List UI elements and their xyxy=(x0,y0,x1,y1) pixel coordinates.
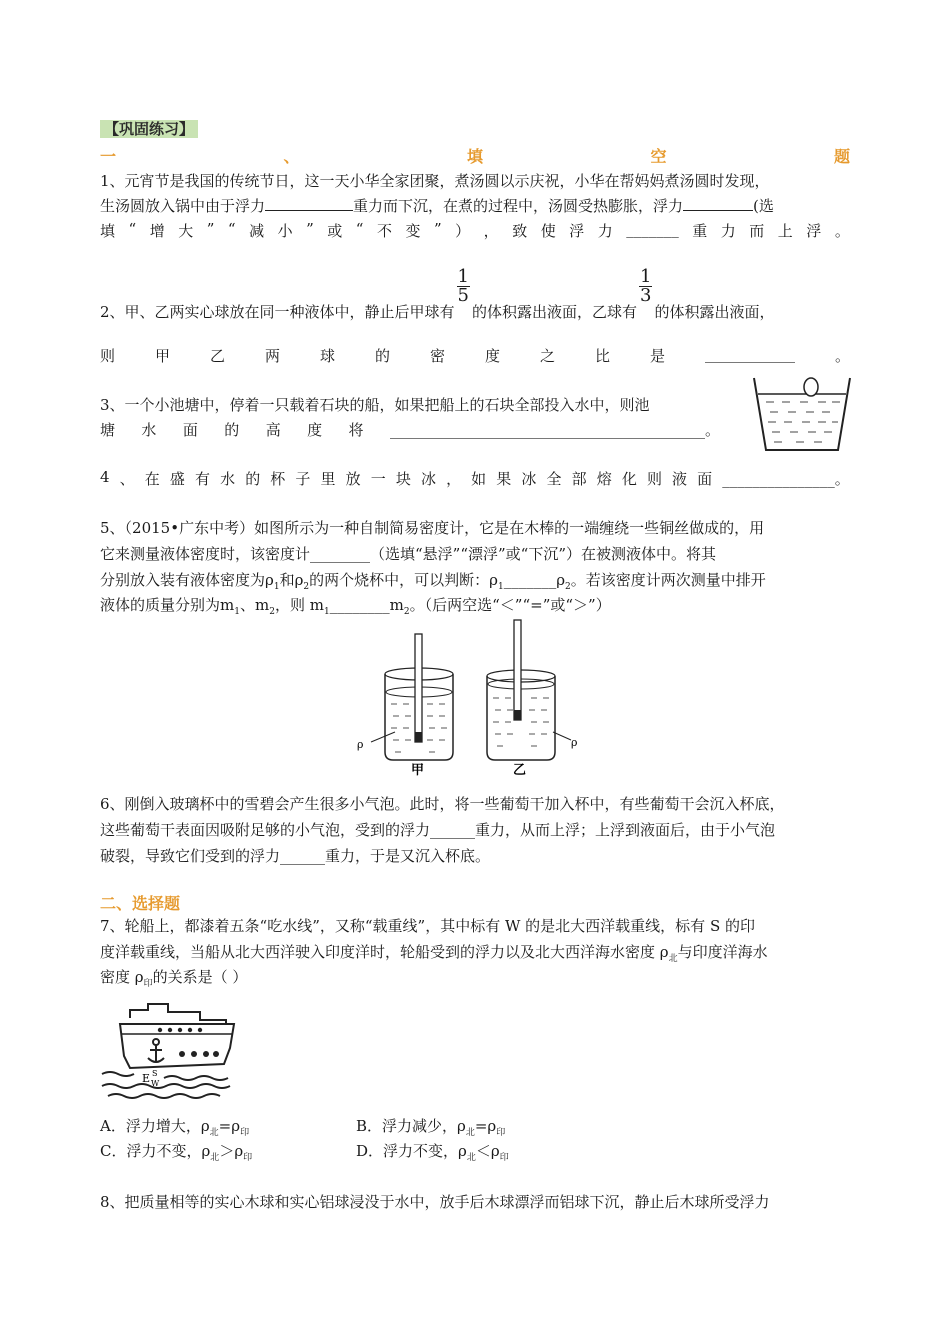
q2-line2-char: 的 xyxy=(375,347,391,365)
q4-char: 有 xyxy=(194,470,210,488)
q2-line2-char: 比 xyxy=(595,347,611,365)
q2-line2-char: ____________ xyxy=(705,345,795,363)
option-d[interactable]: D．浮力不变，$\rho_北<\rho_印$ xyxy=(356,1142,509,1163)
q7-line1: 7、轮船上，都漆着五条“吃水线”，又称“载重线”，其中标有 W 的是北大西洋载重线，标有 S 的印 xyxy=(100,917,755,935)
q5-line2: 它来测量液体密度时，该密度计________（选填“悬浮”“漂浮”或“下沉”）在被测液体中。将其 xyxy=(100,545,717,563)
q3-line2-char: 将 xyxy=(348,421,364,439)
label-jia: 甲 xyxy=(411,763,425,778)
q2-line1: 2、甲、乙两实心球放在同一种液体中，静止后甲球有 $\frac{1}{5}$ 的体积露出液面，乙球有 $\frac{1}{3}$ 的体积露出液面， xyxy=(100,266,775,321)
q6-line2: 这些葡萄干表面因吸附足够的小气泡，受到的浮力______重力，从而上浮；上浮到液面后，由于小气泡 xyxy=(100,821,776,839)
ship-mark-e: E xyxy=(142,1072,151,1085)
q3-line2-char: 塘 xyxy=(100,421,116,439)
q1-line3-char: 力 xyxy=(597,222,613,240)
q2-line2-char: 球 xyxy=(320,347,336,365)
section1-char: 填 xyxy=(466,147,483,166)
q3-line2 xyxy=(100,419,720,440)
practice-heading: 【巩固练习】 xyxy=(100,118,198,139)
q6-line1: 6、刚倒入玻璃杯中的雪碧会产生很多小气泡。此时，将一些葡萄干加入杯中，有些葡萄干会沉入杯底， xyxy=(100,795,785,813)
q4-char: 则 xyxy=(646,470,662,488)
q4-char: 4 xyxy=(100,468,110,486)
q4-char: 面 xyxy=(697,470,713,488)
q1-line3-char: ” xyxy=(306,220,314,238)
q1-line3-char: 力 xyxy=(720,222,736,240)
q1-blank2[interactable] xyxy=(683,196,753,211)
q6-line3: 破裂，导致它们受到的浮力______重力，于是又沉入杯底。 xyxy=(100,847,491,865)
label-yi: 乙 xyxy=(513,763,527,778)
q1-line3-char: 或 xyxy=(327,222,343,240)
q3-line2-char: 的 xyxy=(224,421,240,439)
q2-line2-char: 度 xyxy=(485,347,501,365)
section1-char: 、 xyxy=(283,147,300,166)
q1-line3-char: 填 xyxy=(100,222,116,240)
section1-char: 空 xyxy=(650,147,667,166)
q7-line3: 密度 $\rho_印$的关系是（ ） xyxy=(100,968,248,989)
q1-line3-char: 而 xyxy=(749,222,765,240)
q3-line2-char: 度 xyxy=(307,421,323,439)
q1-line3-char: “ xyxy=(128,220,137,238)
q1-line2: 生汤圆放入锅中由于浮力 重力而下沉，在煮的过程中，汤圆受热膨胀，浮力 (选 xyxy=(100,197,774,215)
option-a[interactable]: A．浮力增大，$\rho_北=\rho_印$ xyxy=(100,1117,250,1138)
rho1-label: ρ xyxy=(357,738,364,751)
q5-line3: 分别放入装有液体密度为$\rho_1$和$\rho_2$的两个烧杯中，可以判断：$\rho_1\_\_\_\_\_\_\_\rho_2$。若该密度计两次测量中排开 xyxy=(100,571,766,592)
hydrometer-figure xyxy=(355,614,595,778)
fraction-one-third: $\frac{1}{3}$ xyxy=(640,266,652,306)
q1-line3-char: 减 xyxy=(249,222,265,240)
q2-line2-char: 乙 xyxy=(210,347,226,365)
q5-line4: 液体的质量分别为$m_1$、$m_2$，则 $m_1\_\_\_\_\_\_\_\_m_2$。（后两空选“＜”“=”或“＞”） xyxy=(100,596,611,617)
q1-line3-char: 致 xyxy=(512,222,528,240)
q5-line1: 5、（2015•广东中考）如图所示为一种自制简易密度计，它是在木棒的一端缠绕一些铜丝做成的，用 xyxy=(100,519,765,537)
q8-line1: 8、把质量相等的实心木球和实心铝球浸没于水中，放手后木球漂浮而铝球下沉，静止后木球所受浮力 xyxy=(100,1193,770,1211)
section-fill-in-blank xyxy=(100,144,850,167)
option-b[interactable]: B．浮力减少，$\rho_北=\rho_印$ xyxy=(356,1117,506,1138)
q2-line2 xyxy=(100,345,850,366)
q4-char: 子 xyxy=(295,470,311,488)
q4-char: 全 xyxy=(546,470,562,488)
q2-line2-char: 两 xyxy=(265,347,281,365)
q4-char: 放 xyxy=(345,470,361,488)
q7-line2: 度洋载重线，当船从北大西洋驶入印度洋时，轮船受到的浮力以及北大西洋海水密度 $\rho_北$与印度洋海水 xyxy=(100,943,768,964)
q1-line3-char: 使 xyxy=(540,222,556,240)
q1-blank1[interactable] xyxy=(265,196,353,211)
q1-line3-char: 变 xyxy=(405,222,421,240)
q1-line3-char: 上 xyxy=(777,222,793,240)
q3-line2-char: 高 xyxy=(265,421,281,439)
pond-boat-figure xyxy=(752,372,852,454)
q4-char: 熔 xyxy=(596,470,612,488)
q4-char: 在 xyxy=(144,470,160,488)
q4-char: 部 xyxy=(571,470,587,488)
section1-char: 题 xyxy=(833,147,850,166)
q4-char: 果 xyxy=(496,470,512,488)
q3-line2-char: 面 xyxy=(182,421,198,439)
q4-char: 杯 xyxy=(270,470,286,488)
q2-line2-char: 密 xyxy=(430,347,446,365)
q1-line3-char: 不 xyxy=(376,222,392,240)
q4-char: 冰 xyxy=(521,470,537,488)
q3-line1: 3、一个小池塘中，停着一只载着石块的船，如果把船上的石块全部投入水中，则池 xyxy=(100,396,650,414)
q1-line3-char: 。 xyxy=(834,222,850,240)
q2-line2-char: 则 xyxy=(100,347,116,365)
q1-line3-char: ” xyxy=(433,220,442,238)
section-multiple-choice: 二、选择题 xyxy=(100,894,181,913)
q4-char: _______________。 xyxy=(722,470,850,488)
q2-line2-char: 甲 xyxy=(155,347,171,365)
ship-figure xyxy=(100,990,240,1102)
q1-line3-char: 小 xyxy=(277,222,293,240)
q3-line2-char: __________________________________________。 xyxy=(389,421,720,439)
q2-line2-char: 。 xyxy=(834,347,850,365)
q2-line2-char: 之 xyxy=(540,347,556,365)
q1-line3-char: ” xyxy=(206,220,215,238)
q1-line3 xyxy=(100,220,850,241)
ship-mark-s: S xyxy=(152,1069,158,1078)
q4-char: ， xyxy=(446,470,462,488)
q1-line3-char: “ xyxy=(355,220,364,238)
q4-char: 化 xyxy=(621,470,637,488)
q4-char: 水 xyxy=(220,470,236,488)
q4-char: 里 xyxy=(320,470,336,488)
q4-char: 冰 xyxy=(420,470,436,488)
option-c[interactable]: C．浮力不变，$\rho_北>\rho_印$ xyxy=(100,1142,253,1163)
q1-line3-char: 浮 xyxy=(569,222,585,240)
q1-line3-char: ， xyxy=(483,222,499,240)
section1-char: 一 xyxy=(100,147,117,166)
q1-line3-char: 增 xyxy=(149,222,165,240)
q4-char: 的 xyxy=(245,470,261,488)
q4-char: 如 xyxy=(471,470,487,488)
q1-line3-char: ） xyxy=(455,222,471,240)
rho2-label: ρ xyxy=(571,736,578,749)
q3-line2-char: 水 xyxy=(141,421,157,439)
q1-line3-char: “ xyxy=(227,220,236,238)
q1-line3-char: 大 xyxy=(178,222,194,240)
q1-line3-char: 重 xyxy=(692,222,708,240)
q4-char: 液 xyxy=(672,470,688,488)
q2-line2-char: 是 xyxy=(650,347,666,365)
fraction-one-fifth: $\frac{1}{5}$ xyxy=(457,266,469,306)
q4-char: 一 xyxy=(370,470,386,488)
q1-line3-char: _______ xyxy=(626,220,679,238)
q1-line3-char: 浮 xyxy=(806,222,822,240)
q4-char: 、 xyxy=(119,470,135,488)
q4-char: 块 xyxy=(395,470,411,488)
q1-line1: 1、元宵节是我国的传统节日，这一天小华全家团聚，煮汤圆以示庆祝，小华在帮妈妈煮汤圆时发现， xyxy=(100,172,770,190)
q4-char: 盛 xyxy=(169,470,185,488)
ship-mark-w: W xyxy=(151,1079,160,1088)
q4-line xyxy=(100,468,850,489)
